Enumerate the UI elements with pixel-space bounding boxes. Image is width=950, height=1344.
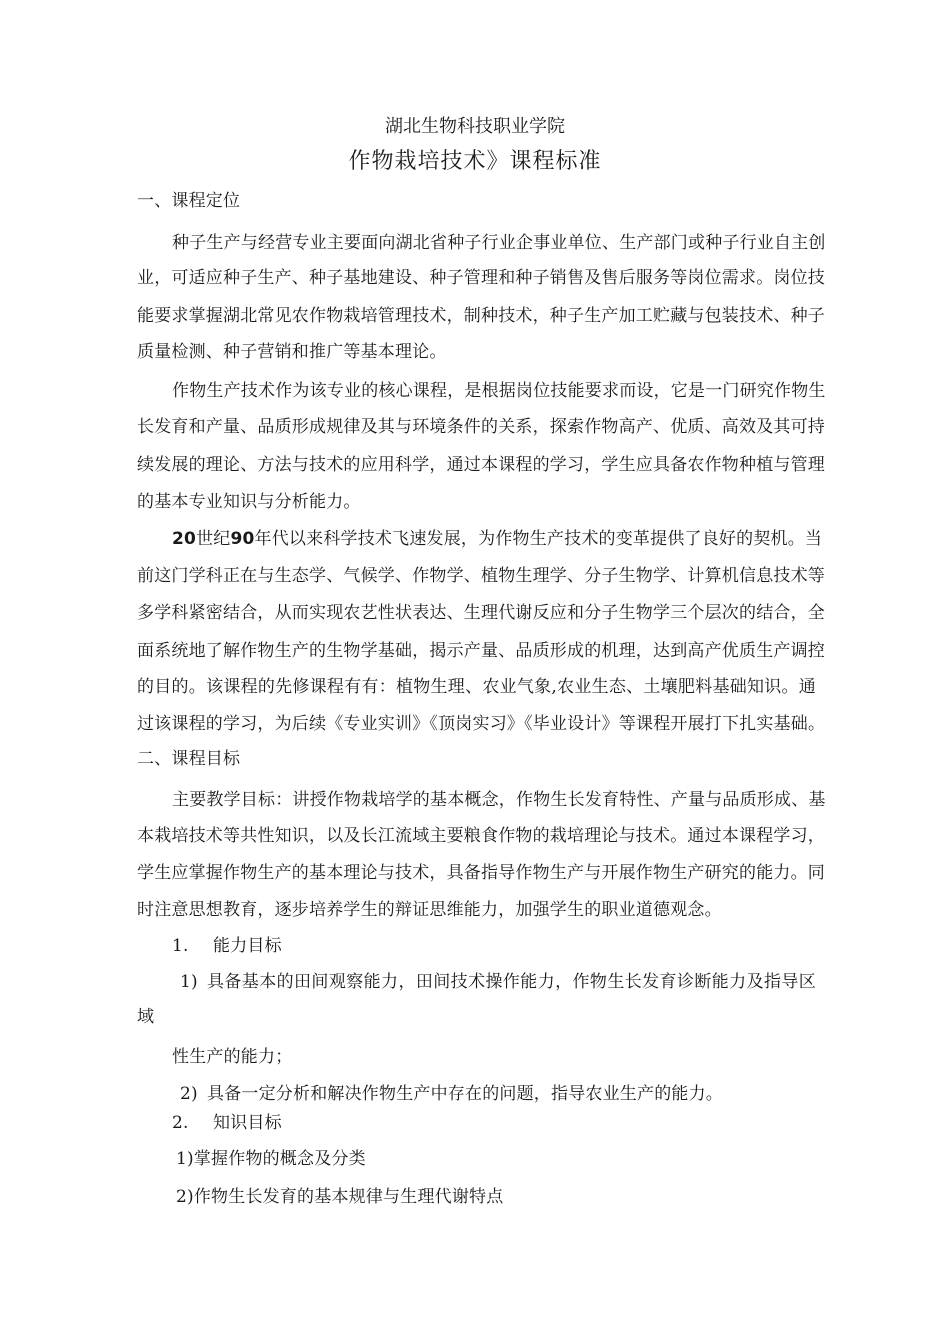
ability-goal-label: 能力目标 xyxy=(213,936,282,956)
knowledge-goal-label: 知识目标 xyxy=(213,1113,282,1133)
paragraph-line: 过该课程的学习，为后续《专业实训》《顶岗实习》《毕业设计》等课程开展打下扎实基础。 xyxy=(137,714,826,734)
ability-goal-number: 1. xyxy=(172,936,189,956)
paragraph-line: 能要求掌握湖北常见农作物栽培管理技术，制种技术，种子生产加工贮藏与包装技术、种子 xyxy=(137,306,825,326)
paragraph-line: 质量检测、种子营销和推广等基本理论。 xyxy=(137,342,447,362)
paragraph-line: 时注意思想教育，逐步培养学生的辩证思维能力，加强学生的职业道德观念。 xyxy=(137,900,722,920)
section-heading-positioning: 一、课程定位 xyxy=(137,191,241,211)
decade-number: 90 xyxy=(230,529,255,549)
list-item-continuation: 性生产的能力； xyxy=(172,1047,293,1067)
paragraph-line: 学生应掌握作物生产的基本理论与技术，具备指导作物生产与开展作物生产研究的能力。同 xyxy=(137,863,825,883)
list-item: 1)掌握作物的概念及分类 xyxy=(176,1149,366,1169)
list-item-text: 具备基本的田间观察能力，田间技术操作能力，作物生长发育诊断能力及指导区 xyxy=(207,972,816,992)
paragraph-line: 长发育和产量、品质形成规律及其与环境条件的关系，探索作物高产、优质、高效及其可持 xyxy=(137,417,825,437)
paragraph-line: 面系统地了解作物生产的生物学基础，揭示产量、品质形成的机理，达到高产优质生产调控 xyxy=(137,641,825,661)
institution-name: 湖北生物科技职业学院 xyxy=(385,116,565,137)
paragraph-line: 种子生产与经营专业主要面向湖北省种子行业企事业单位、生产部门或种子行业自主创 xyxy=(172,233,826,253)
paragraph-line: 多学科紧密结合，从而实现农艺性状表达、生理代谢反应和分子生物学三个层次的结合，全 xyxy=(137,603,825,623)
year-number: 20 xyxy=(172,529,197,549)
paragraph-line xyxy=(172,528,822,550)
paragraph-line: 续发展的理论、方法与技术的应用科学，通过本课程的学习，学生应具备农作物种植与管理 xyxy=(137,455,825,475)
document-title: 作物栽培技术》课程标准 xyxy=(348,149,602,174)
section-heading-objectives: 二、课程目标 xyxy=(137,749,241,769)
paragraph-line: 主要教学目标：讲授作物栽培学的基本概念，作物生长发育特性、产量与品质形成、基 xyxy=(172,790,826,810)
paragraph-line: 的目的。该课程的先修课程有有：植物生理、农业气象,农业生态、土壤肥料基础知识。通 xyxy=(137,677,816,697)
paragraph-line: 作物生产技术作为该专业的核心课程，是根据岗位技能要求而设，它是一门研究作物生 xyxy=(172,381,826,401)
inline-text: 年代以来科学技术飞速发展，为作物生产技术的变革提供了良好的契机。当 xyxy=(254,529,823,549)
inline-text: 世纪 xyxy=(196,529,231,549)
list-item: 2)作物生长发育的基本规律与生理代谢特点 xyxy=(176,1187,504,1207)
paragraph-line: 前这门学科正在与生态学、气候学、作物学、植物生理学、分子生物学、计算机信息技术等 xyxy=(137,566,825,586)
list-item-number: 1) xyxy=(180,972,198,992)
list-item-text: 具备一定分析和解决作物生产中存在的问题，指导农业生产的能力。 xyxy=(207,1084,723,1104)
knowledge-goal-number: 2. xyxy=(172,1113,189,1133)
list-item-number: 2) xyxy=(180,1084,198,1104)
paragraph-line: 本栽培技术等共性知识，以及长江流域主要粮食作物的栽培理论与技术。通过本课程学习， xyxy=(137,826,825,846)
paragraph-line: 业，可适应种子生产、种子基地建设、种子管理和种子销售及售后服务等岗位需求。岗位技 xyxy=(137,268,825,288)
list-item-wrap: 域 xyxy=(137,1007,155,1027)
paragraph-line: 的基本专业知识与分析能力。 xyxy=(137,492,361,512)
